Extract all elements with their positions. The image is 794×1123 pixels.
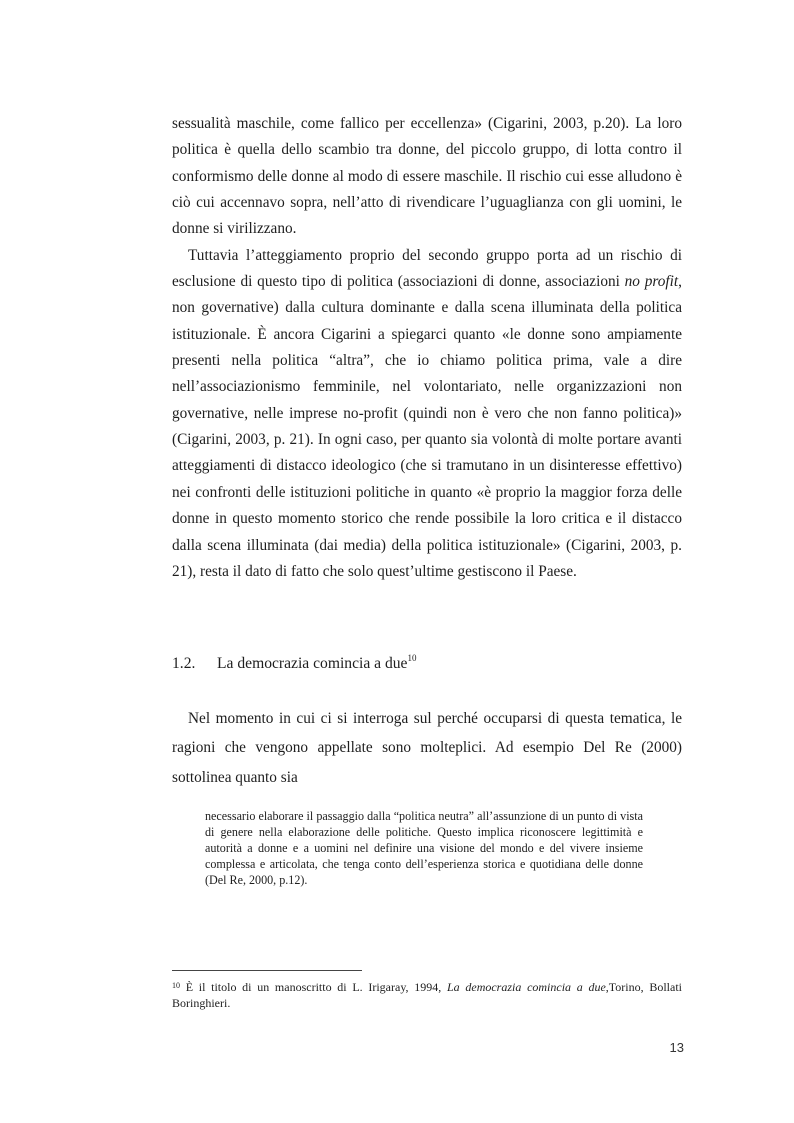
paragraph: Nel momento in cui ci si interroga sul perché occuparsi di questa tematica, le ragioni che vengono appellate sono molteplici. Ad esempio Del Re (2000) sottolinea quanto sia [172, 710, 682, 786]
section-number: 1.2. [172, 655, 196, 672]
page-number: 13 [669, 1040, 684, 1055]
footnote-mark: 10 [172, 981, 180, 990]
footnote-paragraph [172, 978, 682, 1012]
section-title: La democrazia comincia a due [217, 655, 408, 672]
paragraph: sessualità maschile, come fallico per eccellenza» (Cigarini, 2003, p.20). La loro politica è quella dello scambio tra donne, del piccolo gruppo, di lotta contro il conformismo delle donne al modo di essere maschile. Il rischio cui esse alludono è ciò cui accennavo sopra, nell’atto di rivendicare l’uguaglianza con gli uomini, le donne si virilizzano. [172, 115, 682, 238]
block-quote [205, 809, 643, 889]
section-title-wrap [217, 653, 416, 675]
footnote-text: È il titolo di un manoscritto di L. Irigaray, 1994, [180, 980, 447, 994]
footnote-reference: 10 [407, 652, 417, 663]
footnote [172, 978, 682, 1012]
paragraph-text: , non governative) dalla cultura dominante e dalla scena illuminata della politica istituzionale. È ancora Cigarini a spiegarci quanto «le donne sono ampiamente presenti nella politica “altra”, che io chiamo politica prima, vale a dire nell’associazionismo femminile, nel volontariato, nelle organizzazioni non governative, nelle imprese no-profit (quindi non è vero che non fanno politica)» (Cigarini, 2003, p. 21). In ogni caso, per quanto sia volontà di molte portare avanti atteggiamenti di distacco ideologico (che si tramutano in un disinteresse effettivo) nei confronti delle istituzioni politiche in quanto «è proprio la maggior forza delle donne in questo momento storico che rende possibile la loro critica e il distacco dalla scena illuminata (dai media) della politica istituzionale» (Cigarini, 2003, p. 21), resta il dato di fatto che solo quest’ultime gestiscono il Paese. [172, 273, 682, 580]
paragraph [172, 243, 682, 585]
body-text-2 [172, 704, 682, 792]
footnote-italic-title: La democrazia comincia a due [446, 980, 606, 994]
body-text [172, 111, 682, 585]
paragraph-text: Tuttavia l’atteggiamento proprio del secondo gruppo porta ad un rischio di esclusione di questo tipo di politica (associazioni di donne, associazioni [172, 246, 682, 291]
quote-text: necessario elaborare il passaggio dalla “politica neutra” all’assunzione di un punto di vista di genere nella elaborazione delle politiche. Questo implica riconoscere legittimità e autorità a donne e a uomini nel definire una visione del mondo e del vivere insieme complessa e articolata, che tenga conto dell’esperienza storica e quotidiana delle donne (Del Re, 2000, p.12). [205, 809, 643, 887]
footnote-text: ,Torino, Bollati Boringhieri. [172, 980, 682, 1011]
italic-term: no profit [624, 273, 679, 291]
section-heading [172, 653, 682, 675]
footnote-divider [172, 970, 362, 971]
